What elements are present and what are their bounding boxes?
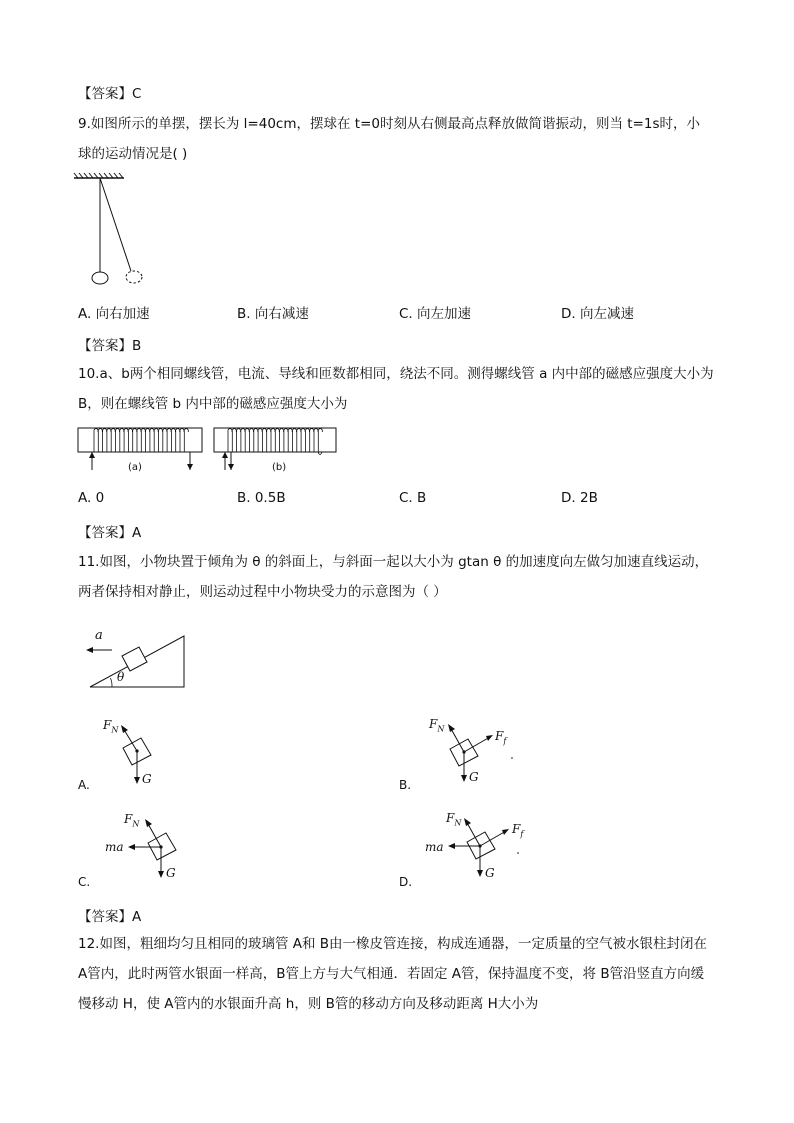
force-d-fn-label: $F_N$ [446,811,462,828]
q11-option-d: D. [399,875,413,889]
force-d-ma-label: ma [425,840,444,854]
force-b-ff-label: $F_f$ [495,729,507,746]
force-c-g-label: G [166,866,176,880]
answer-q9: 【答案】B [78,338,142,354]
q9-option-c: C. 向左加速 [399,306,472,322]
q9-stem-line2: 球的运动情况是( ) [78,146,188,162]
q9-option-a: A. 向右加速 [78,306,150,322]
answer-q8: 【答案】C [78,86,142,102]
solenoid-b-label: (b) [272,462,287,473]
q10-option-a: A. 0 [78,490,105,506]
force-diagram-b [444,721,524,785]
q10-option-d: D. 2B [561,490,598,506]
force-b-g-label: G [469,770,479,784]
angle-label: θ [117,670,125,684]
force-c-fn-label: $F_N$ [124,812,140,829]
q9-option-d: D. 向左减速 [561,306,634,322]
pendulum-figure [70,172,160,290]
accel-label: a [95,628,103,643]
force-d-ff-label: $F_f$ [512,822,524,839]
force-a-fn-label: $F_N$ [103,718,119,735]
force-c-ma-label: ma [105,840,124,854]
q9-option-b: B. 向右减速 [237,306,309,322]
q12-stem-line3: 慢移动 H，使 A管内的水银面升高 h，则 B管的移动方向及移动距离 H大小为 [78,996,539,1012]
force-d-g-label: G [485,866,495,880]
solenoid-a-label: (a) [128,462,142,473]
q10-stem-line1: 10.a、b两个相同螺线管，电流、导线和匝数都相同，绕法不同。测得螺线管 a 内中部的磁感应强度大小为 [78,366,714,382]
q9-stem-line1: 9.如图所示的单摆，摆长为 l=40cm，摆球在 t=0时刻从右侧最高点释放做简谐振动，则当 t=1s时，小 [78,116,700,132]
q12-stem-line2: A管内，此时两管水银面一样高，B管上方与大气相通．若固定 A管，保持温度不变，将 B管沿竖直方向缓 [78,966,705,982]
force-a-g-label: G [142,772,152,786]
force-b-fn-label: $F_N$ [429,717,445,734]
q11-stem-line1: 11.如图，小物块置于倾角为 θ 的斜面上，与斜面一起以大小为 gtan θ 的加速度向左做匀加速直线运动， [78,554,709,570]
q10-option-b: B. 0.5B [237,490,286,506]
answer-q11: 【答案】A [78,909,142,925]
q12-stem-line1: 12.如图，粗细均匀且相同的玻璃管 A和 B由一橡皮管连接，构成连通器，一定质量的空气被水银柱封闭在 [78,936,708,952]
answer-q10: 【答案】A [78,525,142,541]
q10-stem-line2: B，则在螺线管 b 内中部的磁感应强度大小为 [78,396,348,412]
q11-stem-line2: 两者保持相对静止，则运动过程中小物块受力的示意图为（ ） [78,584,447,600]
q10-option-c: C. B [399,490,427,506]
q11-option-c: C. [78,875,91,889]
q11-option-a: A. [78,778,90,792]
q11-option-b: B. [399,778,412,792]
solenoid-figure [78,424,340,480]
